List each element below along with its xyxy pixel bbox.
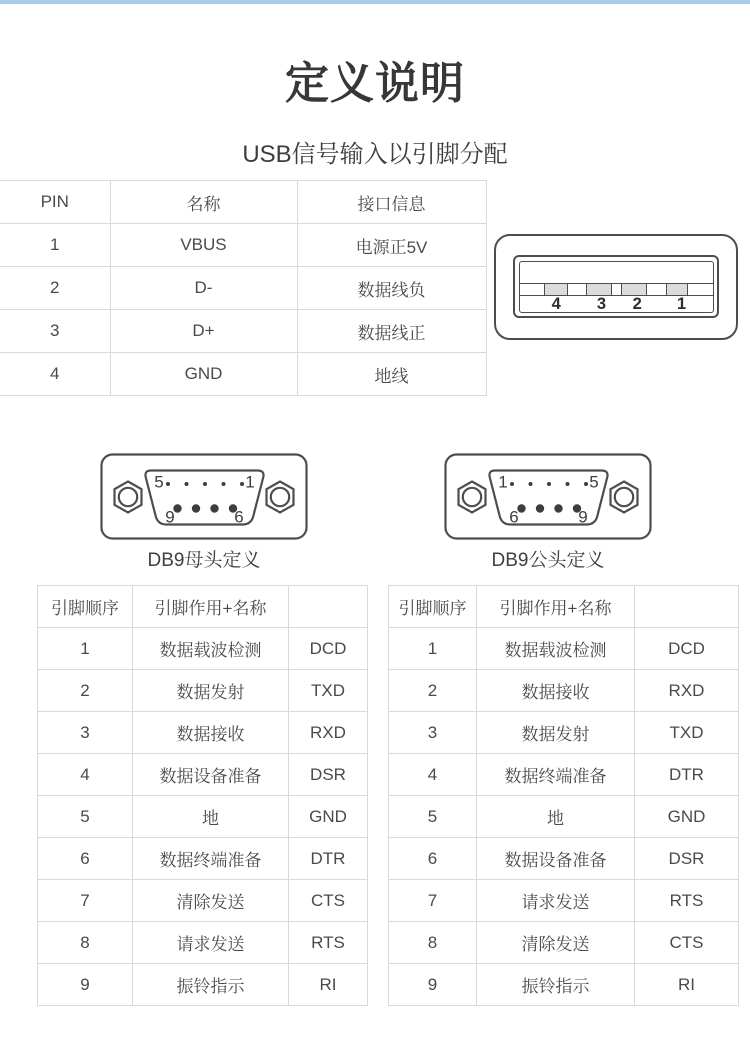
db9-male-corner-bottom-left: 6 <box>509 507 519 527</box>
table-cell: D+ <box>110 310 297 353</box>
db9-female-corner-top-left: 5 <box>154 472 164 492</box>
screw-hole-icon <box>615 488 633 506</box>
table-cell: 5 <box>38 796 133 838</box>
pin-dot <box>203 482 207 486</box>
table-cell: 数据线负 <box>297 267 486 310</box>
db9-female-diagram <box>100 453 308 540</box>
usb-table-header-row <box>0 181 486 224</box>
table-cell: 6 <box>38 838 133 880</box>
top-accent-bar <box>0 0 750 4</box>
table-row <box>0 353 486 396</box>
table-cell: 数据终端准备 <box>133 838 289 880</box>
table-cell: 4 <box>0 353 110 396</box>
pin-dot <box>185 482 189 486</box>
table-cell: DTR <box>635 754 739 796</box>
usb-strip-gap <box>612 284 622 295</box>
pin-dot <box>240 482 244 486</box>
table-cell: VBUS <box>110 224 297 267</box>
table-row <box>38 628 368 670</box>
db9-female-header-row <box>38 586 368 628</box>
table-row <box>389 628 739 670</box>
table-cell: 6 <box>389 838 477 880</box>
usb-strip-gap <box>520 284 545 295</box>
table-row <box>38 880 368 922</box>
table-cell: 8 <box>38 922 133 964</box>
table-cell: 地 <box>477 796 635 838</box>
table-row <box>389 712 739 754</box>
table-cell: 9 <box>389 964 477 1006</box>
table-cell: 地 <box>133 796 289 838</box>
db9-male-corner-bottom-right: 9 <box>578 507 588 527</box>
db9-female-caption: DB9母头定义 <box>147 550 261 571</box>
table-cell: DTR <box>289 838 368 880</box>
table-cell: RXD <box>289 712 368 754</box>
pin-dot <box>166 482 170 486</box>
usb-strip-gap <box>568 284 587 295</box>
table-row <box>0 267 486 310</box>
table-cell: 9 <box>38 964 133 1006</box>
db9-male-pin-table <box>388 585 739 1006</box>
screw-hole-icon <box>463 488 481 506</box>
table-cell: 3 <box>0 310 110 353</box>
table-row <box>389 754 739 796</box>
table-cell: 地线 <box>297 353 486 396</box>
table-cell: 1 <box>0 224 110 267</box>
table-cell: DSR <box>289 754 368 796</box>
column-header: 引脚顺序 <box>389 586 477 628</box>
table-cell: 请求发送 <box>477 880 635 922</box>
table-row <box>0 224 486 267</box>
table-cell: 数据载波检测 <box>477 628 635 670</box>
table-row <box>38 922 368 964</box>
db9-female-body <box>102 455 307 539</box>
usb-connector-tongue <box>519 261 714 313</box>
table-cell: RI <box>289 964 368 1006</box>
table-row <box>38 712 368 754</box>
table-cell: RTS <box>289 922 368 964</box>
table-cell: 2 <box>389 670 477 712</box>
table-cell: 振铃指示 <box>133 964 289 1006</box>
column-header <box>635 586 739 628</box>
column-header: 引脚作用+名称 <box>133 586 289 628</box>
pin-dot <box>510 482 514 486</box>
usb-pin-contact-3 <box>587 284 612 295</box>
table-cell: 4 <box>38 754 133 796</box>
pin-dot <box>529 482 533 486</box>
pin-dot <box>192 504 200 512</box>
table-cell: CTS <box>635 922 739 964</box>
table-cell: TXD <box>289 670 368 712</box>
table-cell: 清除发送 <box>477 922 635 964</box>
table-cell: 数据设备准备 <box>133 754 289 796</box>
table-row <box>389 796 739 838</box>
table-cell: 7 <box>389 880 477 922</box>
usb-pin-contact-4 <box>545 284 568 295</box>
table-cell: 清除发送 <box>133 880 289 922</box>
table-cell: DCD <box>635 628 739 670</box>
pin-dot <box>566 482 570 486</box>
table-row <box>389 922 739 964</box>
table-row <box>389 670 739 712</box>
table-cell: 数据发射 <box>477 712 635 754</box>
table-cell: 8 <box>389 922 477 964</box>
usb-pin-number-3: 3 <box>596 294 607 313</box>
table-cell: 数据发射 <box>133 670 289 712</box>
table-cell: CTS <box>289 880 368 922</box>
usb-pin-number-4: 4 <box>551 294 561 313</box>
table-cell: GND <box>635 796 739 838</box>
table-row <box>38 796 368 838</box>
table-cell: 1 <box>389 628 477 670</box>
table-cell: 7 <box>38 880 133 922</box>
pin-dot <box>210 504 218 512</box>
table-cell: RI <box>635 964 739 1006</box>
column-header: 接口信息 <box>297 181 486 224</box>
pin-dot <box>584 482 588 486</box>
db9-male-corner-top-left: 1 <box>498 472 508 492</box>
db9-male-header-row <box>389 586 739 628</box>
section-subtitle: USB信号输入以引脚分配 <box>242 141 508 168</box>
table-row <box>38 838 368 880</box>
table-cell: 振铃指示 <box>477 964 635 1006</box>
table-cell: GND <box>289 796 368 838</box>
pin-dot <box>554 504 562 512</box>
usb-connector-diagram <box>494 234 738 340</box>
db9-female-corner-bottom-left: 9 <box>165 507 175 527</box>
usb-pin-table <box>0 180 487 396</box>
table-cell: D- <box>110 267 297 310</box>
column-header: 引脚作用+名称 <box>477 586 635 628</box>
db9-female-corner-top-right: 1 <box>245 472 255 492</box>
table-cell: 数据设备准备 <box>477 838 635 880</box>
usb-pin-number-2: 2 <box>632 294 642 313</box>
db9-male-body <box>446 455 651 539</box>
table-row <box>389 964 739 1006</box>
table-cell: DSR <box>635 838 739 880</box>
table-cell: DCD <box>289 628 368 670</box>
table-cell: 数据终端准备 <box>477 754 635 796</box>
column-header: 引脚顺序 <box>38 586 133 628</box>
pin-dot <box>547 482 551 486</box>
table-cell: 3 <box>38 712 133 754</box>
column-header: 名称 <box>110 181 297 224</box>
db9-female-pin-table <box>37 585 368 1006</box>
table-row <box>0 310 486 353</box>
table-cell: 电源正5V <box>297 224 486 267</box>
table-cell: 2 <box>38 670 133 712</box>
db9-male-caption: DB9公头定义 <box>491 550 605 571</box>
table-cell: RXD <box>635 670 739 712</box>
column-header: PIN <box>0 181 110 224</box>
table-cell: RTS <box>635 880 739 922</box>
column-header <box>289 586 368 628</box>
table-cell: 请求发送 <box>133 922 289 964</box>
usb-strip-gap <box>647 284 667 295</box>
screw-hole-icon <box>271 488 289 506</box>
table-cell: 5 <box>389 796 477 838</box>
screw-hole-icon <box>119 488 137 506</box>
table-cell: 3 <box>389 712 477 754</box>
table-cell: 数据线正 <box>297 310 486 353</box>
table-cell: 2 <box>0 267 110 310</box>
table-cell: GND <box>110 353 297 396</box>
table-cell: 数据接收 <box>477 670 635 712</box>
table-cell: 4 <box>389 754 477 796</box>
pin-dot <box>222 482 226 486</box>
usb-pin-contact-1 <box>667 284 688 295</box>
pin-dot <box>536 504 544 512</box>
db9-male-corner-top-right: 5 <box>589 472 599 492</box>
table-cell: 1 <box>38 628 133 670</box>
usb-strip-gap <box>688 284 712 295</box>
page-title: 定义说明 <box>285 59 465 108</box>
db9-female-corner-bottom-right: 6 <box>234 507 244 527</box>
table-row <box>38 670 368 712</box>
table-cell: TXD <box>635 712 739 754</box>
table-row <box>389 880 739 922</box>
usb-connector-shell <box>513 255 719 318</box>
table-cell: 数据载波检测 <box>133 628 289 670</box>
table-row <box>389 838 739 880</box>
usb-pin-contact-2 <box>622 284 647 295</box>
usb-pin-number-1: 1 <box>677 294 687 313</box>
table-row <box>38 754 368 796</box>
table-row <box>38 964 368 1006</box>
db9-male-diagram <box>444 453 652 540</box>
table-cell: 数据接收 <box>133 712 289 754</box>
